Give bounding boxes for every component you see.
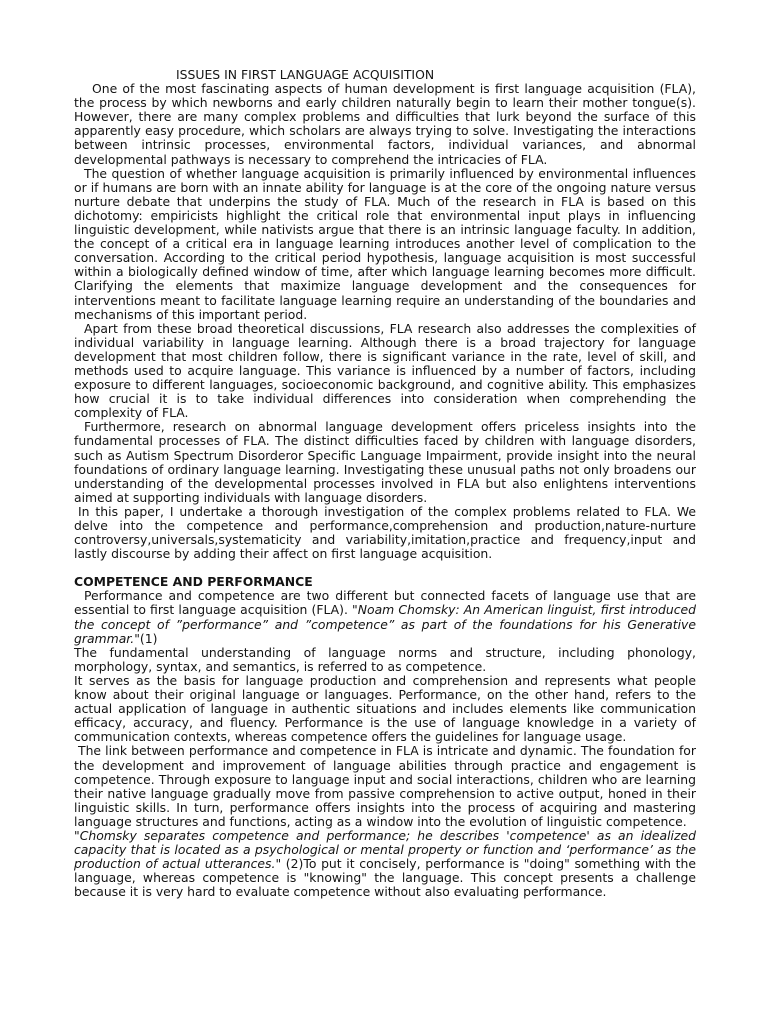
section-paragraph-1 [74, 589, 696, 645]
intro-paragraph-3: Apart from these broad theoretical discussions, FLA research also addresses the complexities of individual variability in language learning. Although there is a broad trajectory for language development that most children follow, there is significant variance in the rate, level of skill, and methods used to acquire language. This variance is influenced by a number of factors, including exposure to different languages, socioeconomic background, and cognitive ability. This emphasizes how crucial it is to take individual differences into consideration when comprehending the complexity of FLA. [74, 320, 696, 421]
document-body [74, 68, 696, 899]
section-heading: COMPETENCE AND PERFORMANCE [74, 574, 313, 590]
intro-paragraph-4: Furthermore, research on abnormal language development offers priceless insights into the fundamental processes of FLA. The distinct difficulties faced by children with language disorders, such as Autism Spectrum Disorderor Specific Language Impairment, provide insight into the neural foundations of ordinary language learning. Investigating these unusual paths not only broadens our understanding of the developmental processes involved in FLA but also enlightens interventions aimed at supporting individuals with language disorders. [74, 419, 696, 505]
citation-1: "(1) [134, 630, 158, 646]
section-paragraph-4: The link between performance and competence in FLA is intricate and dynamic. The foundation for the development and improvement of language abilities through practice and engagement is competence. Through exposure to language input and social interactions, children who are learning their native language gradually move from passive comprehension to active output, honed in their linguistic skills. In turn, performance offers insights into the process of acquiring and mastering language structures and functions, acting as a window into the evolution of linguistic competence. [74, 743, 696, 829]
section-spacer [74, 561, 696, 575]
section-paragraph-1-text: Performance and competence are two different but connected facets of language use that are essential to first language acquisition (FLA). [74, 588, 696, 618]
intro-paragraph-5: In this paper, I undertake a thorough investigation of the complex problems related to FLA. We delve into the competence and performance,comprehension and production,nature-nurture controversy,universals,systematicity and variability,imitation,practice and frequency,input and lastly discourse by adding their affect on first language acquisition. [74, 503, 696, 562]
intro-paragraph-2: The question of whether language acquisition is primarily influenced by environmental influences or if humans are born with an innate ability for language is at the core of the ongoing nature versus nurture debate that underpins the study of FLA. Much of the research in FLA is based on this dichotomy: empiricists highlight the critical role that environmental input plays in influencing linguistic development, while nativists argue that there is an intrinsic language faculty. In addition, the concept of a critical era in language learning introduces another level of complication to the conversation. According to the critical period hypothesis, language acquisition is most successful within a biologically defined window of time, after which language learning becomes more difficult. Clarifying the elements that maximize language development and the consequences for interventions meant to facilitate language learning require an understanding of the boundaries and mechanisms of this important period. [74, 165, 696, 322]
section-paragraph-5-rest: " (2)To put it concisely, performance is "doing" something with the language, whereas competence is "knowing" the language. This concept presents a challenge because it is very hard to evaluate competence without also evaluating performance. [74, 856, 696, 900]
section-paragraph-3: It serves as the basis for language production and comprehension and represents what people know about their original language or languages. Performance, on the other hand, refers to the actual application of language in authentic situations and includes elements like communication efficacy, accuracy, and fluency. Performance is the use of language knowledge in a variety of communication contexts, whereas competence offers the guidelines for language usage. [74, 672, 696, 745]
chomsky-quote-1: "Noam Chomsky: An American linguist, first introduced the concept of ”performance” and ”competence” as part of the foundations for his Generative grammar. [74, 602, 696, 646]
document-title: ISSUES IN FIRST LANGUAGE ACQUISITION [176, 67, 435, 82]
section-paragraph-2: The fundamental understanding of language norms and structure, including phonology, morphology, syntax, and semantics, is referred to as competence. [74, 644, 696, 674]
section-paragraph-5 [74, 829, 696, 899]
chomsky-quote-2: "Chomsky separates competence and performance; he describes 'competence' as an idealized capacity that is located as a psychological or mental property or function and ‘performance’ as the production of actual utterances. [74, 827, 696, 872]
intro-paragraph-1: One of the most fascinating aspects of human development is first language acquisition (FLA), the process by which newborns and early children naturally begin to learn their mother tongue(s). However, there are many complex problems and difficulties that lurk beyond the surface of this apparently easy procedure, which scholars are always trying to solve. Investigating the interactions between intrinsic processes, environmental factors, individual variances, and abnormal developmental pathways is necessary to comprehend the intricacies of FLA. [74, 81, 696, 167]
